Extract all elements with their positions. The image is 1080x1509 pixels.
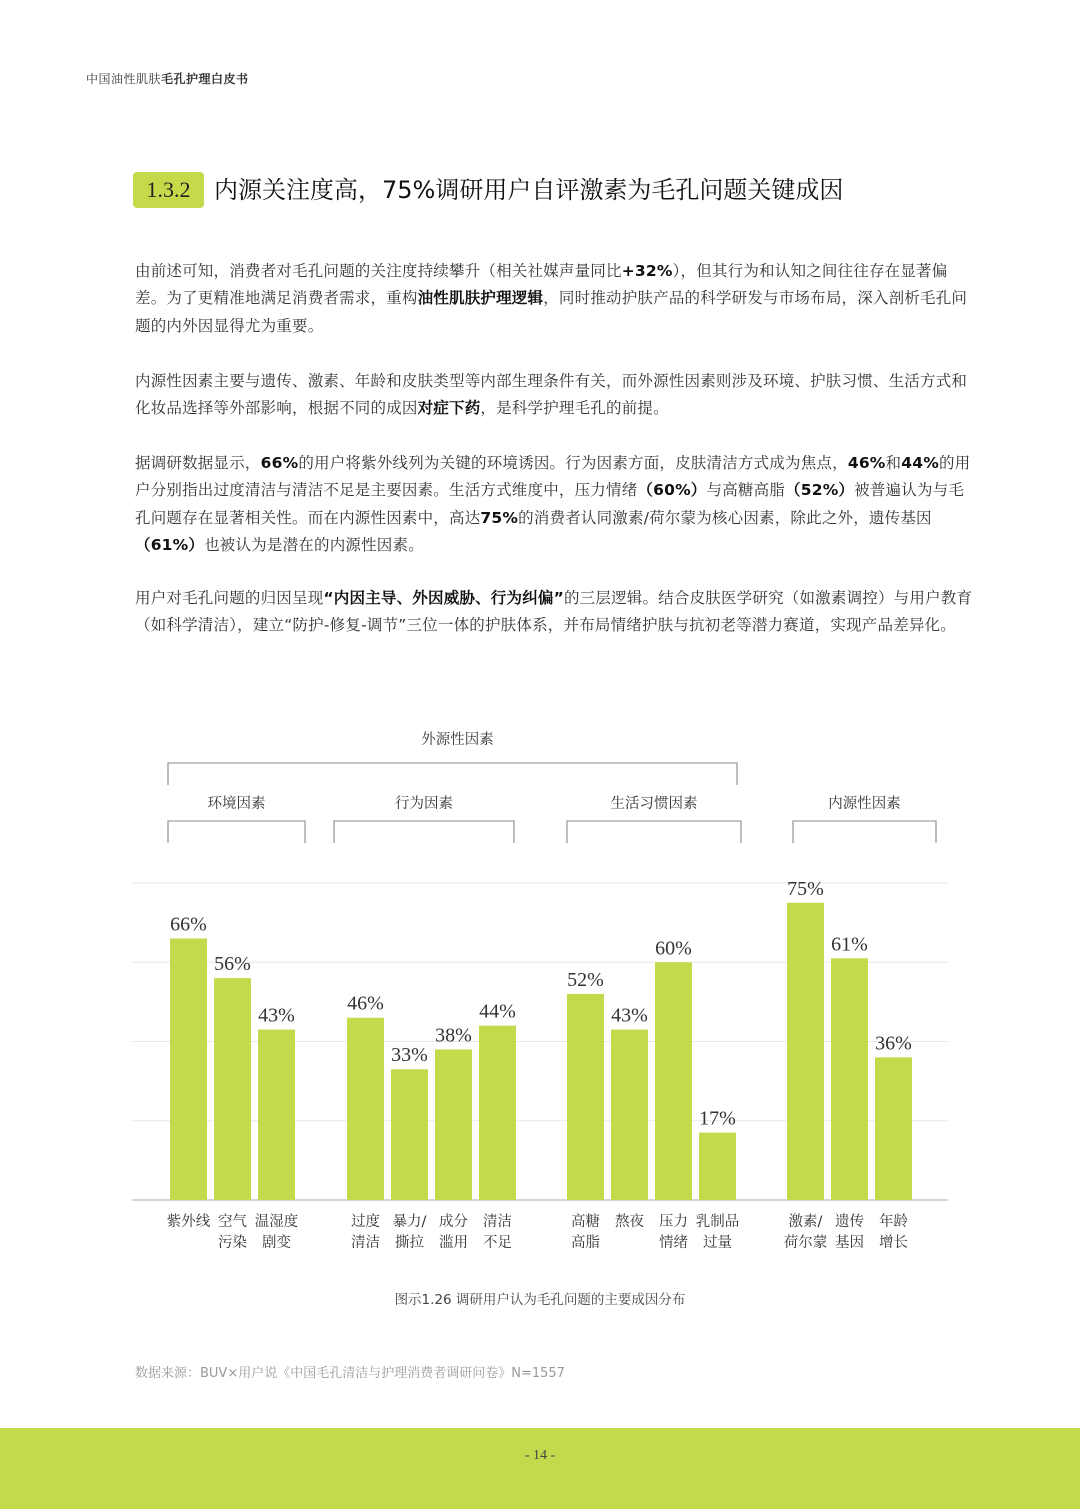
- category-label: 紫外线: [166, 1214, 211, 1230]
- bar-value-label: 52%: [567, 968, 604, 991]
- header-bold-title: 毛孔护理白皮书: [161, 72, 249, 86]
- text-run: 用户对毛孔问题的归因呈现: [135, 589, 324, 607]
- category-label: 成分: [439, 1214, 468, 1230]
- bar-value-label: 75%: [787, 877, 824, 900]
- emphasis-text: 44%: [901, 454, 939, 472]
- emphasis-text: 75%: [480, 508, 519, 527]
- category-label: 清洁: [351, 1235, 380, 1251]
- category-label: 过度: [351, 1214, 380, 1230]
- bar-value-label: 44%: [479, 1000, 516, 1023]
- category-label: 清洁: [483, 1214, 512, 1230]
- bar-value-label: 43%: [611, 1004, 648, 1027]
- bar-value-label: 17%: [699, 1107, 736, 1130]
- text-run: 的三层逻辑。结合皮肤医学研究（如激素调控）与用户教育（如科学清洁），建立“防护-修复-调节”三位一体的护肤体系，并布局情绪护肤与抗初老等潜力赛道，实现产品差异化。: [135, 589, 973, 635]
- group-bracket: [793, 821, 936, 843]
- emphasis-text: 66%: [260, 454, 299, 472]
- category-label: 激素/: [788, 1214, 823, 1230]
- category-label: 剧变: [262, 1235, 291, 1251]
- bar: [170, 938, 207, 1200]
- bar: [567, 994, 604, 1200]
- group-label: 环境因素: [207, 796, 266, 812]
- text-run: 的用户将紫外线列为关键的环境诱因。行为因素方面，皮肤清洁方式成为焦点，: [298, 454, 848, 472]
- emphasis-text: 46%: [847, 454, 886, 472]
- category-label: 高糖: [571, 1214, 600, 1230]
- bar-value-label: 56%: [214, 953, 251, 976]
- emphasis-text: 对症下药: [417, 399, 481, 418]
- bar-value-label: 43%: [258, 1004, 295, 1027]
- emphasis-text: “内因主导、外因威胁、行为纠偏”: [323, 589, 564, 607]
- page-number: - 14 -: [524, 1448, 556, 1463]
- emphasis-text: 油性肌肤护理逻辑: [417, 289, 544, 308]
- category-label: 空气: [218, 1214, 247, 1230]
- category-label: 压力: [659, 1214, 688, 1230]
- figure-caption: 图示1.26 调研用户认为毛孔问题的主要成因分布: [394, 1292, 686, 1308]
- category-label: 污染: [218, 1235, 247, 1251]
- text-run: 被普遍认为与毛孔问题存在显著相关性。而在内源性因素中，高达: [135, 481, 965, 527]
- data-source-note: 数据来源：BUV×用户说《中国毛孔清洁与护理消费者调研问卷》N=1557: [135, 1366, 565, 1381]
- category-label: 荷尔蒙: [783, 1235, 828, 1251]
- category-label: 滥用: [439, 1235, 468, 1251]
- text-run: ，是科学护理毛孔的前提。: [480, 399, 669, 418]
- bar: [435, 1049, 472, 1200]
- category-label: 基因: [835, 1235, 864, 1251]
- category-label: 温湿度: [254, 1214, 299, 1230]
- super-group-bracket: [168, 763, 737, 785]
- category-label: 乳制品: [695, 1214, 740, 1230]
- category-label: 熬夜: [615, 1214, 644, 1230]
- text-run: 和: [885, 454, 902, 472]
- bar-value-label: 36%: [875, 1032, 912, 1055]
- category-label: 撕拉: [395, 1235, 424, 1251]
- text-run: 也被认为是潜在的内源性因素。: [204, 536, 424, 555]
- bar-value-label: 33%: [391, 1044, 428, 1067]
- bar: [787, 903, 824, 1200]
- text-run: 的用户分别指出过度清洁与清洁不足是主要因素。生活方式维度中，压力情绪: [135, 454, 971, 500]
- bar: [479, 1026, 516, 1200]
- text-run: 的消费者认同激素/荷尔蒙为核心因素，除此之外，遗传基因: [518, 508, 932, 527]
- emphasis-text: （61%）: [135, 536, 205, 555]
- bar: [831, 958, 868, 1200]
- category-label: 暴力/: [392, 1214, 427, 1230]
- group-bracket: [168, 821, 305, 843]
- text-run: ，同时推动护肤产品的科学研发与市场布局，深入剖析毛孔问题的内外因显得尤为重要。: [135, 289, 968, 335]
- group-bracket: [567, 821, 741, 843]
- bar-value-label: 66%: [170, 913, 207, 936]
- text-run: 与高糖高脂: [706, 481, 786, 500]
- bar-value-label: 60%: [655, 937, 692, 960]
- text-run: 内源性因素主要与遗传、激素、年龄和皮肤类型等内部生理条件有关，而外源性因素则涉及环境、护肤习惯、生活方式和化妆品选择等外部影响，根据不同的成因: [135, 372, 968, 418]
- header-prefix: 中国油性肌肤: [86, 72, 162, 86]
- category-label: 不足: [483, 1235, 512, 1251]
- group-label: 生活习惯因素: [610, 796, 698, 812]
- group-label: 行为因素: [395, 796, 453, 812]
- bar: [655, 962, 692, 1200]
- bar-value-label: 46%: [347, 992, 384, 1015]
- bar: [611, 1030, 648, 1200]
- bar: [875, 1057, 912, 1200]
- bar: [258, 1030, 295, 1200]
- text-run: 由前述可知，消费者对毛孔问题的关注度持续攀升（相关社媒声量同比: [135, 262, 622, 280]
- category-label: 遗传: [835, 1214, 864, 1230]
- text-run: ），但其行为和认知之间往往存在显著偏差。为了更精准地满足消费者需求，重构: [135, 262, 948, 308]
- bar-value-label: 61%: [831, 933, 868, 956]
- section-title: 内源关注度高，75%调研用户自评激素为毛孔问题关键成因: [214, 176, 844, 204]
- super-group-label: 外源性因素: [421, 732, 494, 748]
- bar-value-label: 38%: [435, 1024, 472, 1047]
- group-bracket: [334, 821, 514, 843]
- footer-band: [0, 1428, 1080, 1509]
- section-number-badge: 1.3.2: [133, 172, 204, 208]
- emphasis-text: +32%: [621, 262, 673, 280]
- category-label: 过量: [703, 1235, 732, 1251]
- text-run: 据调研数据显示，: [135, 454, 261, 472]
- category-label: 增长: [879, 1235, 908, 1251]
- emphasis-text: （52%）: [785, 481, 855, 500]
- bar: [391, 1069, 428, 1200]
- emphasis-text: （60%）: [637, 481, 707, 500]
- category-label: 年龄: [879, 1214, 908, 1230]
- bar: [699, 1133, 736, 1200]
- group-label: 内源性因素: [828, 796, 901, 812]
- category-label: 情绪: [659, 1235, 688, 1251]
- bar: [347, 1018, 384, 1200]
- bar: [214, 978, 251, 1200]
- category-label: 高脂: [571, 1235, 600, 1251]
